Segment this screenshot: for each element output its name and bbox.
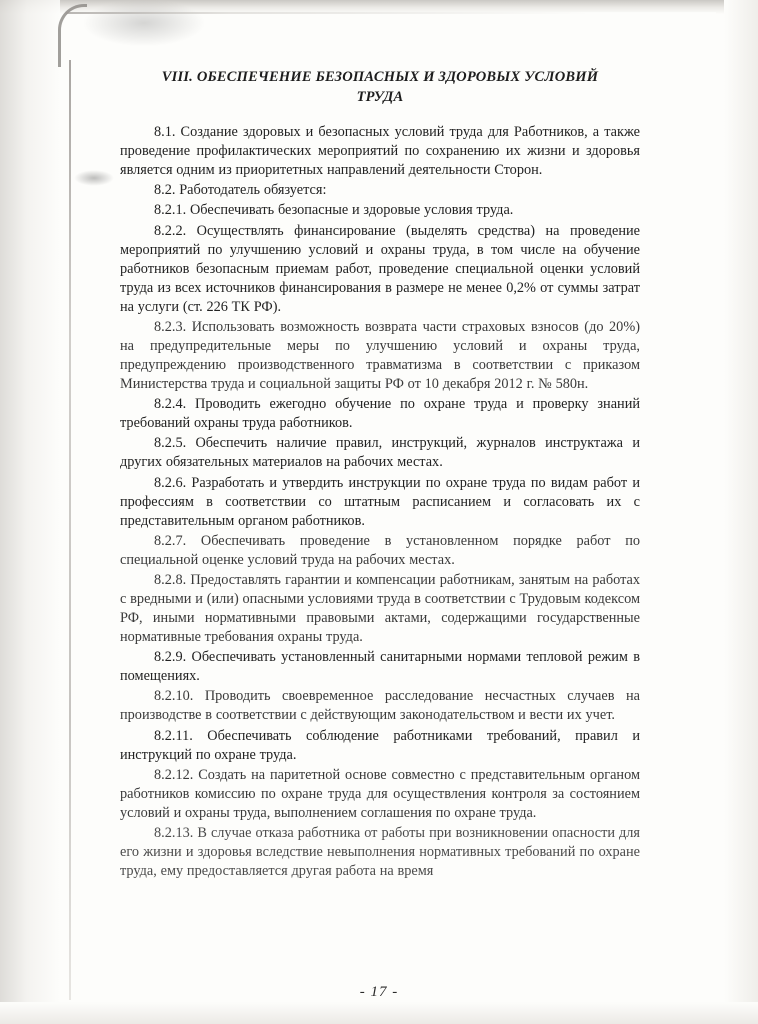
page-title-line-2: ТРУДА [356,88,404,105]
page-title [120,68,640,107]
paragraph-8-2-6: 8.2.6. Разработать и утвердить инструкции по охране труда по видам работ и профессиям в соответствии со штатным расписанием и согласовать их с представительным органом работников. [120,474,640,529]
paragraph-8-2-8: 8.2.8. Предоставлять гарантии и компенсации работникам, занятым на работах с вредными и (или) опасными условиями труда в соответствии с Трудовым кодексом РФ, иными нормативными правовыми актами, содержащими государственные нормативные требования охраны труда. [120,571,640,646]
paragraph-8-2-2: 8.2.2. Осуществлять финансирование (выделять средства) на проведение мероприятий по улучшению условий и охраны труда, в том числе на обучение работников безопасным приемам работ, проведение специальной оценки условий труда из всех источников финансирования в размере не менее 0,2% от суммы затрат на услуги (ст. 226 ТК РФ). [120,222,640,315]
page-title-line-1: VIII. ОБЕСПЕЧЕНИЕ БЕЗОПАСНЫХ И ЗДОРОВЫХ УСЛОВИЙ [161,69,599,85]
paragraph-8-2-10: 8.2.10. Проводить своевременное расследование несчастных случаев на производстве в соответствии с действующим законодательством и вести их учет. [120,688,640,724]
paragraph-8-2-7: 8.2.7. Обеспечивать проведение в установленном порядке работ по специальной оценке условий труда на рабочих местах. [120,532,640,568]
paragraph-8-2-9: 8.2.9. Обеспечивать установленный санитарными нормами тепловой режим в помещениях. [120,649,640,685]
paragraph-8-2-5: 8.2.5. Обеспечить наличие правил, инструкций, журналов инструктажа и других обязательных материалов на рабочих местах. [120,435,640,471]
document-body [120,68,640,882]
paragraph-8-2-13: 8.2.13. В случае отказа работника от работы при возникновении опасности для его жизни и здоровья вследствие невыполнения нормативных требований по охране труда, ему предоставляется другая работа на время [120,824,640,880]
paragraph-8-2-11: 8.2.11. Обеспечивать соблюдение работниками требований, правил и инструкций по охране труда. [120,727,640,763]
scan-bottom-edge-shadow [0,1002,758,1024]
scan-left-edge-shadow [0,0,60,1024]
scan-smudge-top [84,0,204,46]
paragraph-8-2-4: 8.2.4. Проводить ежегодно обучение по охране труда и проверку знаний требований охраны труда работников. [120,396,640,432]
paragraph-8-1: 8.1. Создание здоровых и безопасных условий труда для Работников, а также проведение профилактических мероприятий по сохранению их жизни и здоровья является одним из приоритетных направлений деятельности Сторон. [120,124,640,179]
scan-right-edge-shadow [724,0,758,1024]
page-number: - 17 - [359,984,399,1000]
paragraph-8-2-3: 8.2.3. Использовать возможность возврата части страховых взносов (до 20%) на предупредительные меры по улучшению условий и охраны труда, предупреждению производственного травматизма в соответствии с приказом Министерства труда и социальной защиты РФ от 10 декабря 2012 г. № 580н. [120,318,640,393]
paragraph-8-2-1: 8.2.1. Обеспечивать безопасные и здоровые условия труда. [154,202,514,219]
paragraph-8-2-12: 8.2.12. Создать на паритетной основе совместно с представительным органом работников комиссию по охране труда для осуществления контроля за состоянием условий и охраны труда, выполнением соглашения по охране труда. [120,766,640,821]
paragraph-8-2: 8.2. Работодатель обязуется: [154,182,327,199]
scan-smudge-left [74,170,114,186]
scan-page-fold-line [69,60,71,1000]
scan-page-top-line [66,12,716,14]
